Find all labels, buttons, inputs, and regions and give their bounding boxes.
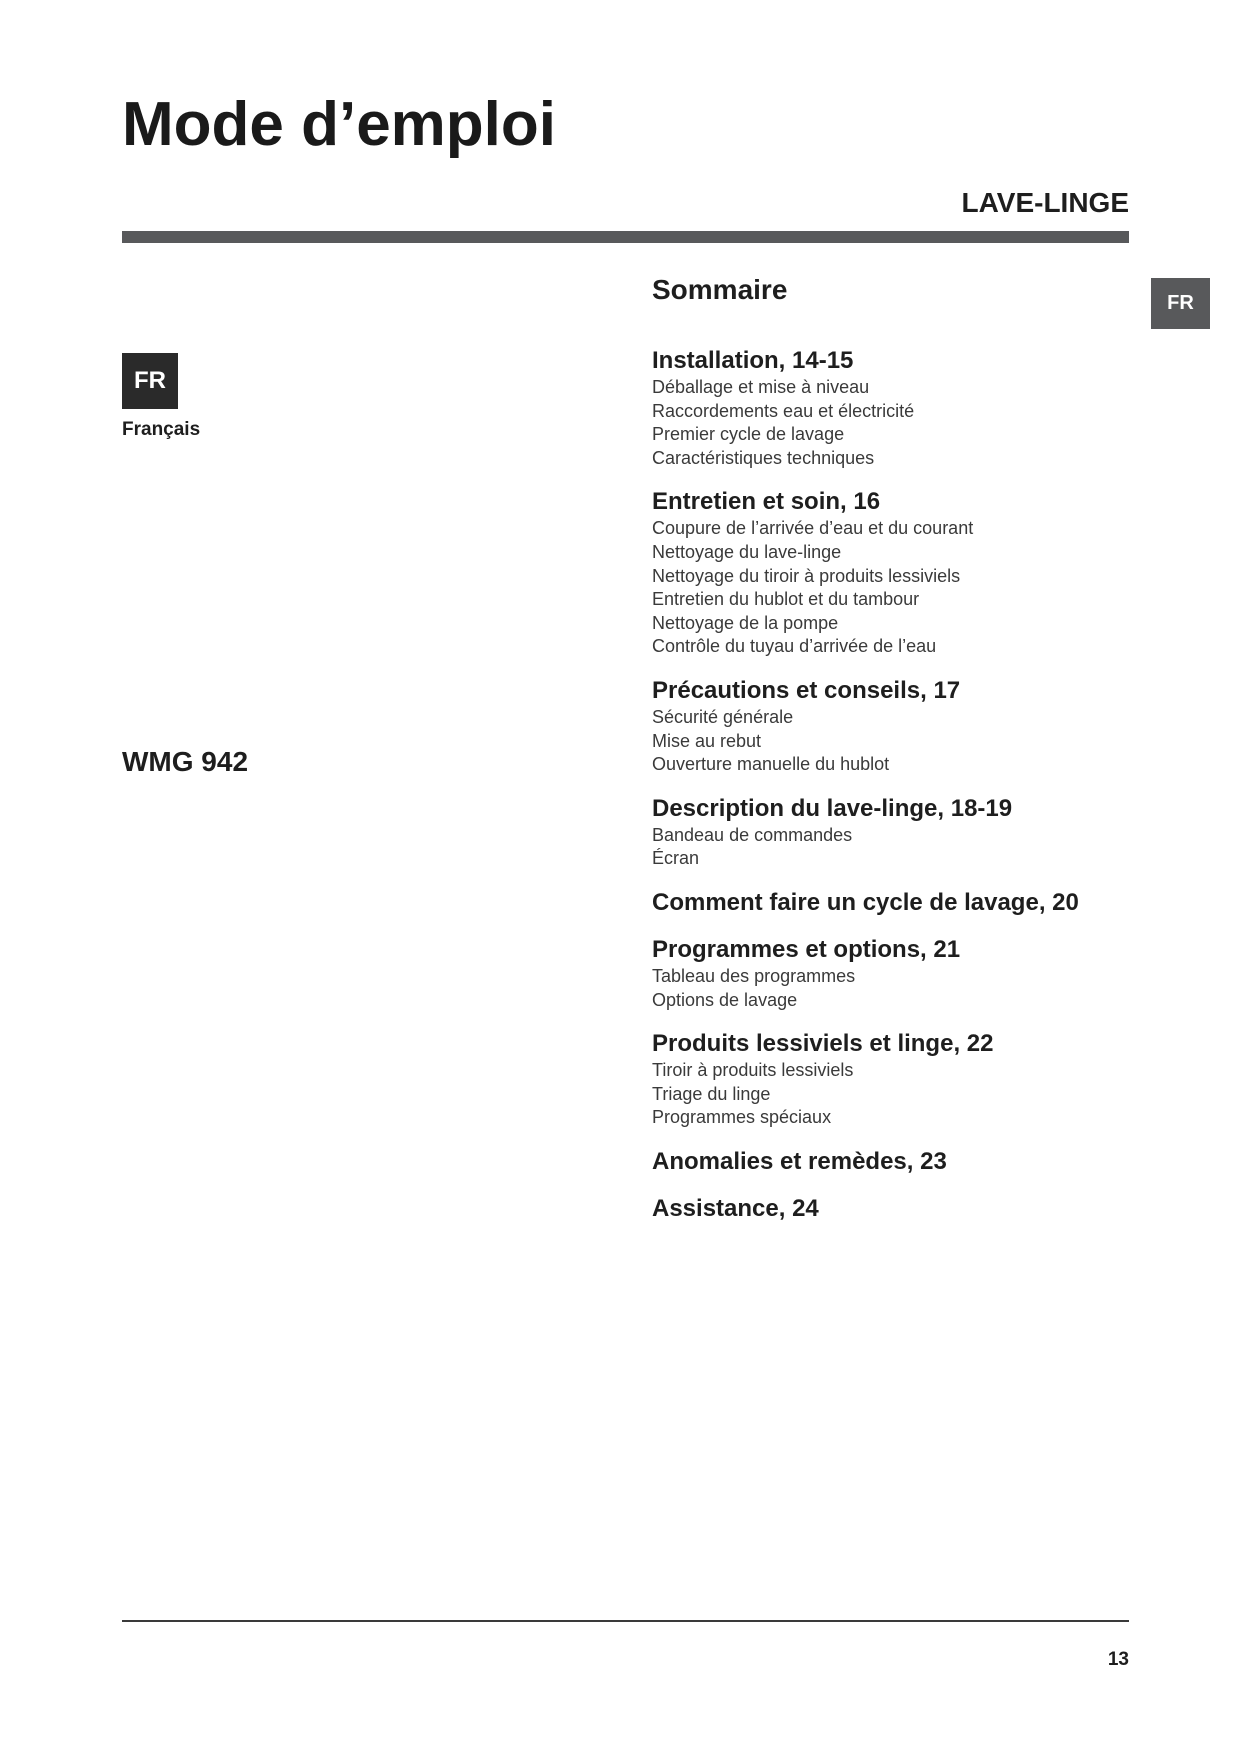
toc-section [652, 676, 1132, 777]
toc-section-title: Comment faire un cycle de lavage, 20 [652, 888, 1079, 916]
toc-subitem: Programmes spéciaux [652, 1107, 832, 1128]
toc-section [652, 1194, 1132, 1224]
toc-subitem: Écran [652, 848, 700, 869]
toc-subitem: Ouverture manuelle du hublot [652, 754, 890, 775]
toc-section-title: Entretien et soin, 16 [652, 488, 881, 516]
toc-subitem: Nettoyage du lave-linge [652, 541, 842, 562]
model-number: WMG 942 [122, 746, 249, 777]
table-of-contents [652, 270, 1132, 1241]
product-type-label: LAVE-LINGE [961, 187, 1129, 218]
toc-section-title: Anomalies et remèdes, 23 [652, 1147, 947, 1175]
toc-subitem: Triage du linge [652, 1083, 771, 1104]
toc-subitem: Sécurité générale [652, 706, 794, 727]
toc-heading: Sommaire [652, 274, 788, 305]
toc-section-title: Installation, 14-15 [652, 347, 854, 374]
toc-subitem: Bandeau de commandes [652, 824, 853, 845]
toc-subitem: Caractéristiques techniques [652, 447, 875, 468]
toc-subitem: Contrôle du tuyau d’arrivée de l’eau [652, 636, 937, 657]
toc-subitem: Raccordements eau et électricité [652, 400, 915, 421]
toc-subitem: Coupure de l’arrivée d’eau et du courant [652, 518, 974, 539]
toc-subitem: Nettoyage de la pompe [652, 612, 839, 633]
footer-divider [122, 1620, 1129, 1622]
toc-section-title: Précautions et conseils, 17 [652, 676, 961, 704]
toc-section-title: Produits lessiviels et linge, 22 [652, 1030, 994, 1058]
toc-subitem: Premier cycle de lavage [652, 424, 845, 445]
page-title: Mode d’emploi [122, 90, 556, 159]
language-name: Français [122, 419, 201, 440]
toc-section-list [652, 346, 1132, 1224]
toc-subitem: Tableau des programmes [652, 965, 856, 986]
page-number: 13 [1107, 1649, 1129, 1670]
header-divider-bar [122, 231, 1129, 243]
toc-subitem: Nettoyage du tiroir à produits lessiviels [652, 565, 961, 586]
toc-subitem: Options de lavage [652, 989, 798, 1010]
toc-section [652, 888, 1132, 918]
toc-subitem: Entretien du hublot et du tambour [652, 589, 920, 610]
toc-section [652, 794, 1132, 871]
toc-section [652, 1147, 1132, 1177]
toc-section [652, 935, 1132, 1012]
toc-section-title: Programmes et options, 21 [652, 935, 961, 963]
toc-subitem: Déballage et mise à niveau [652, 377, 870, 397]
language-side-tab: FR [1151, 278, 1210, 329]
toc-subitem: Tiroir à produits lessiviels [652, 1060, 854, 1081]
language-badge: FR [122, 353, 178, 409]
toc-section [652, 487, 1132, 659]
toc-section-title: Description du lave-linge, 18-19 [652, 794, 1013, 822]
toc-section [652, 346, 1132, 470]
toc-section [652, 1029, 1132, 1130]
toc-subitem: Mise au rebut [652, 730, 762, 751]
toc-section-title: Assistance, 24 [652, 1194, 819, 1222]
